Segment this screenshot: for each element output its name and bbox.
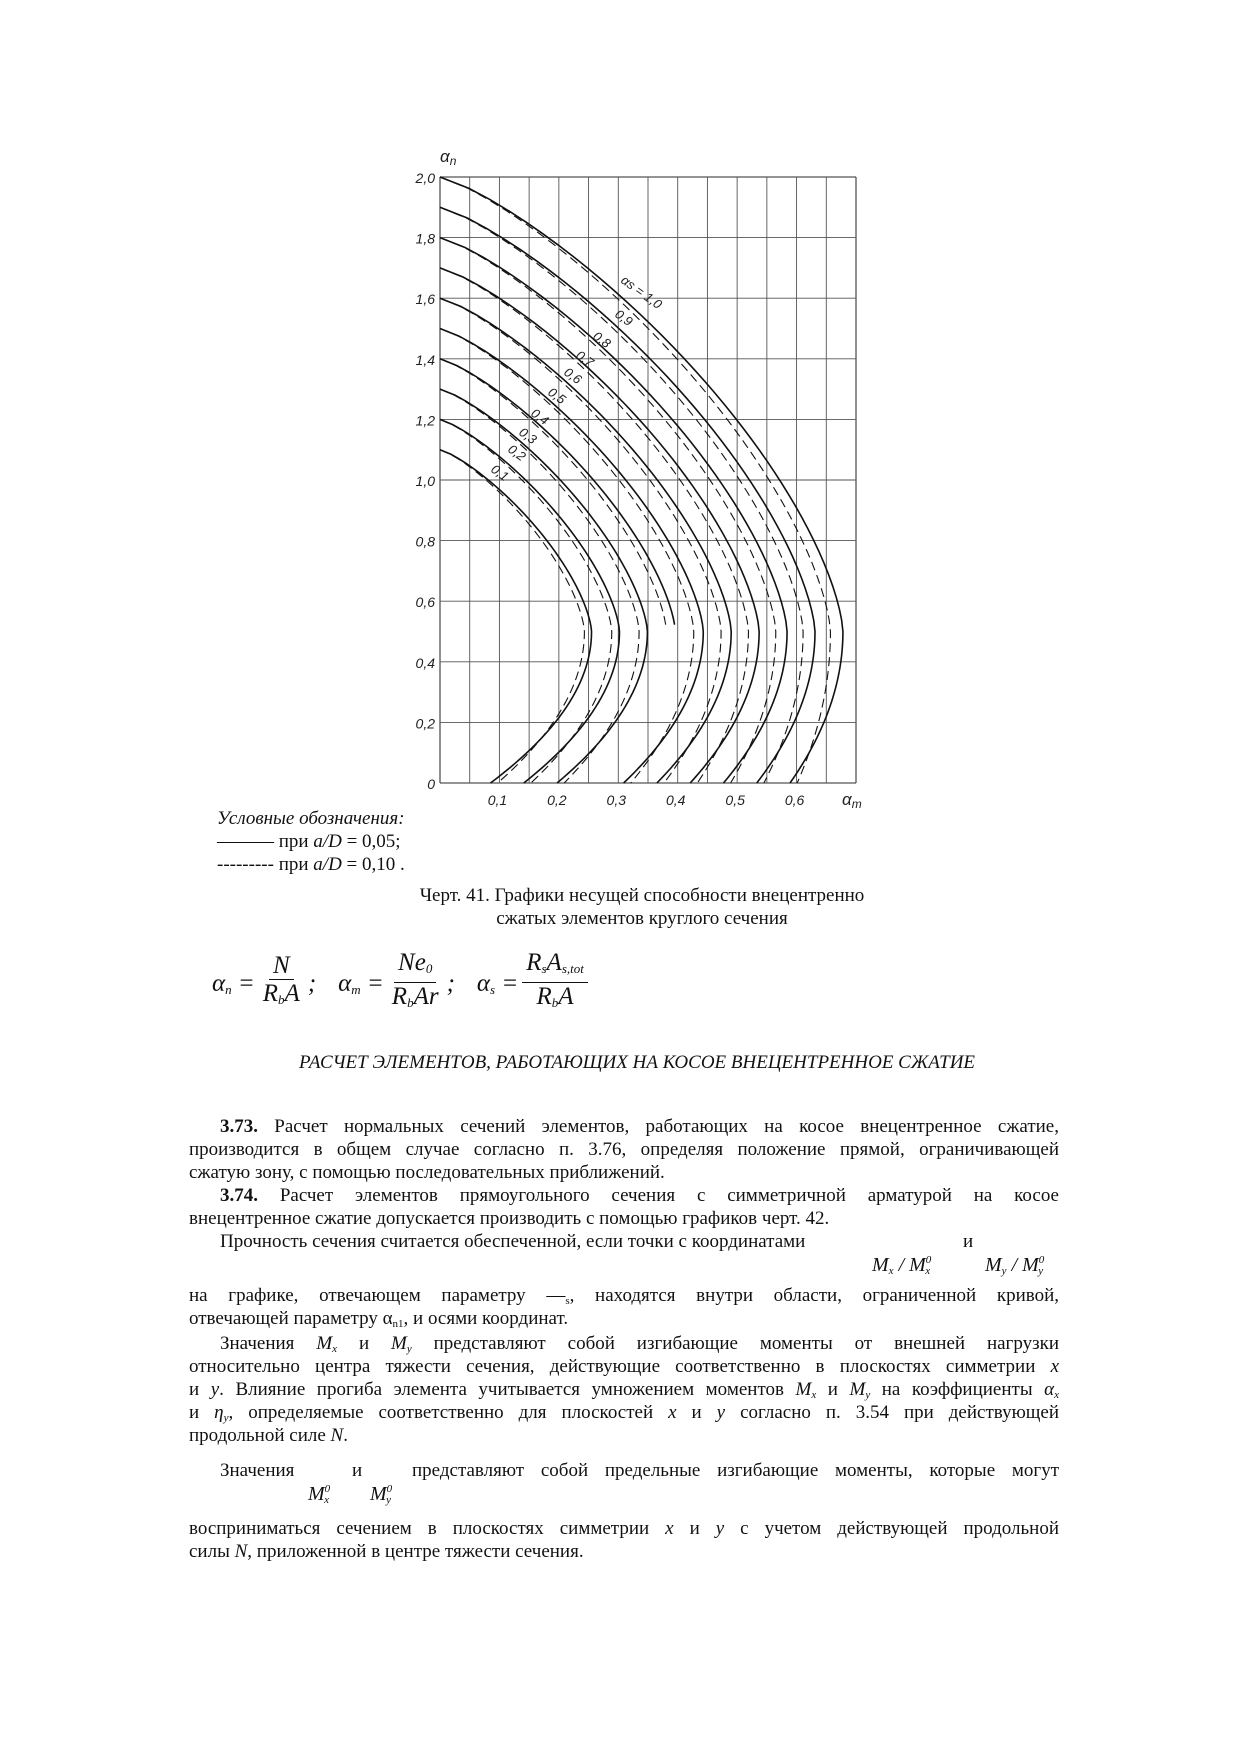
formula-2 xyxy=(477,950,592,1017)
math-subscript: y xyxy=(406,1343,412,1355)
math-symbol: M xyxy=(391,1333,407,1354)
math-subscript: b xyxy=(278,992,285,1007)
text-line xyxy=(189,1540,1059,1563)
text-run: восприниматься сечением в плоскостях симметрии xyxy=(189,1518,666,1539)
strength-and: и xyxy=(963,1231,974,1252)
curve-label: 0,1 xyxy=(488,461,512,485)
text-line xyxy=(189,1424,1059,1447)
x-tick-label: 0,2 xyxy=(547,792,567,808)
fraction xyxy=(259,953,304,1014)
math-symbol: M xyxy=(849,1379,866,1400)
math-subscript: m xyxy=(351,981,361,997)
math-subscript: s xyxy=(541,961,547,976)
figure-caption xyxy=(342,884,942,930)
math-symbol: Ar xyxy=(413,983,439,1010)
curve-label: 0,7 xyxy=(573,347,597,371)
text-run: и xyxy=(189,1379,211,1400)
text-line xyxy=(189,1207,1059,1230)
numerator xyxy=(522,950,588,983)
solid-curve xyxy=(440,389,647,783)
coord-formula-x xyxy=(872,1249,932,1277)
x-tick-label: 0,3 xyxy=(606,792,627,808)
text-run: , и осями координат. xyxy=(403,1308,569,1329)
math-subscript: y xyxy=(1001,1265,1007,1277)
math-subscript: x xyxy=(332,1343,338,1355)
math-subscript: y xyxy=(865,1389,871,1401)
solid-curve xyxy=(440,450,592,783)
text-run: представляют собой изгибающие моменты от внешней нагрузки xyxy=(411,1333,1059,1354)
math-symbol: R xyxy=(536,983,552,1010)
curve-label: 0,3 xyxy=(516,424,540,448)
legend-var: a/D xyxy=(313,831,342,852)
math-symbol: y xyxy=(716,1402,726,1423)
math-symbol: x xyxy=(668,1402,677,1423)
math-symbol: Ne xyxy=(398,949,426,976)
clause-number: 3.74. xyxy=(220,1185,258,1206)
legend-value: = 0,10 . xyxy=(341,854,405,875)
math-subscript: x xyxy=(324,1494,330,1506)
math-symbol: A xyxy=(284,980,300,1007)
math-symbol: η xyxy=(214,1402,224,1423)
math-symbol: α xyxy=(212,969,226,997)
curve-label: 0,4 xyxy=(528,405,552,429)
curve-labels xyxy=(488,272,665,484)
math-symbol: R xyxy=(262,980,279,1007)
math-symbol: N xyxy=(272,952,290,979)
math-symbol: M xyxy=(985,1254,1002,1276)
dashed-curve xyxy=(440,450,584,783)
legend-value: = 0,05; xyxy=(341,831,401,852)
math-subscript: y xyxy=(386,1494,392,1506)
y-tick-label: 1,4 xyxy=(415,351,435,368)
limit-start: Значения xyxy=(220,1460,295,1481)
y-tick-label: 1,0 xyxy=(415,473,435,489)
y-tick-label: 1,2 xyxy=(415,412,435,429)
math-subscript: y xyxy=(1038,1265,1044,1277)
limit-formula-y xyxy=(370,1478,393,1506)
paragraph-strength xyxy=(189,1284,1059,1330)
caption-line: Черт. 41. Графики несущей способности внецентренно xyxy=(419,885,865,906)
limit-rest: представляют собой предельные изгибающие моменты, которые могут xyxy=(412,1460,1059,1481)
math-symbol: y xyxy=(210,1379,220,1400)
math-symbol: M xyxy=(909,1254,926,1276)
math-subscript: n xyxy=(225,981,232,997)
formula-separator: ; xyxy=(307,969,317,997)
text-line xyxy=(189,1138,1059,1161)
superscript: 0 xyxy=(1038,1254,1045,1266)
math-symbol: M xyxy=(308,1483,325,1505)
text-run: , приложенной в центре тяжести сечения. xyxy=(247,1541,584,1562)
superscript: 0 xyxy=(324,1483,331,1495)
math-symbol: R xyxy=(391,983,408,1010)
text-run: на графике, отвечающем параметру — xyxy=(189,1285,566,1306)
paragraph-limit xyxy=(189,1517,1059,1563)
text-run: производится в общем случае согласно п. 3.76, определяя положение прямой, ограничивающей xyxy=(189,1139,1059,1160)
x-tick-label: 0,6 xyxy=(784,792,805,808)
y-tick-label: 2,0 xyxy=(415,170,435,186)
formula-lhs xyxy=(338,970,384,998)
legend-text: при xyxy=(273,854,314,875)
bearing-capacity-chart xyxy=(380,140,880,820)
math-subscript: x xyxy=(888,1265,894,1277)
legend-var: a/D xyxy=(313,854,342,875)
y-tick-label: 0,2 xyxy=(415,715,435,732)
curve-label: αs = 1,0 xyxy=(618,272,665,312)
text-run: с учетом действующей продольной xyxy=(724,1518,1059,1539)
solid-curve xyxy=(440,329,703,784)
math-subscript: b xyxy=(407,995,414,1010)
numerator xyxy=(269,953,294,980)
x-tick-label: 0,5 xyxy=(725,792,745,808)
y-tick-label: 0,4 xyxy=(415,654,435,671)
math-subscript: y xyxy=(223,1412,229,1424)
math-subscript: x xyxy=(925,1265,931,1277)
math-symbol: A xyxy=(558,983,574,1010)
math-symbol: R xyxy=(526,949,542,976)
text-run: , находятся внутри области, ограниченной кривой, xyxy=(569,1285,1059,1306)
math-symbol: α xyxy=(1044,1379,1055,1400)
legend-title: Условные обозначения: xyxy=(217,808,405,829)
paragraph-3-73 xyxy=(189,1115,1059,1184)
text-line xyxy=(189,1355,1059,1378)
y-tick-label: 0,8 xyxy=(415,533,435,550)
text-run: . xyxy=(343,1425,348,1446)
solid-curve xyxy=(440,207,815,783)
solid-line-symbol: ——— xyxy=(217,831,274,852)
limit-and: и xyxy=(352,1460,363,1481)
math-symbol: α xyxy=(338,969,352,997)
formula-lhs xyxy=(212,970,255,998)
curve-label: 0,9 xyxy=(612,306,636,330)
x-axis-label: αm xyxy=(842,790,862,811)
formula-lhs xyxy=(477,970,518,998)
numerator xyxy=(394,950,436,983)
dashed-line-symbol: --------- xyxy=(217,854,274,875)
x-tick-label: 0,4 xyxy=(665,792,686,808)
text-run: сжатую зону, с помощью последовательных приближений. xyxy=(189,1162,665,1183)
math-symbol: N xyxy=(330,1425,344,1446)
formula-1 xyxy=(338,950,455,1017)
math-symbol: x xyxy=(1050,1356,1059,1377)
math-symbol: A xyxy=(546,949,562,976)
subscript: n1 xyxy=(392,1318,404,1330)
text-run: / xyxy=(1006,1254,1023,1276)
text-run: Значения xyxy=(220,1333,317,1354)
legend-item-solid xyxy=(217,830,405,853)
text-run: на коэффициенты xyxy=(870,1379,1045,1400)
dashed-curve xyxy=(440,207,803,783)
fraction xyxy=(388,950,443,1017)
math-symbol: M xyxy=(1022,1254,1039,1276)
paragraph-moments xyxy=(189,1332,1059,1447)
math-symbol: α xyxy=(476,969,491,997)
denominator xyxy=(388,983,443,1017)
text-run: внецентренное сжатие допускается производить с помощью графиков черт. 42. xyxy=(189,1208,830,1229)
math-symbol: N xyxy=(234,1541,248,1562)
math-symbol: M xyxy=(872,1254,889,1276)
x-tick-label: 0,1 xyxy=(487,792,508,808)
text-line xyxy=(189,1161,1059,1184)
text-run: силы xyxy=(189,1541,235,1562)
text-run: согласно п. 3.54 при действующей xyxy=(725,1402,1059,1423)
y-tick-label: 1,6 xyxy=(415,291,435,308)
strength-line: Прочность сечения считается обеспеченной, если точки с координатами xyxy=(220,1231,806,1252)
denominator xyxy=(533,983,578,1017)
limit-formula-x xyxy=(308,1478,331,1506)
section-heading: РАСЧЕТ ЭЛЕМЕНТОВ, РАБОТАЮЩИХ НА КОСОЕ ВНЕЦЕНТРЕННОЕ СЖАТИЕ xyxy=(298,1052,976,1073)
text-line xyxy=(189,1307,1059,1330)
subscript: 0 xyxy=(425,961,433,976)
formula-0 xyxy=(212,950,316,1017)
math-symbol: M xyxy=(795,1379,812,1400)
coord-formula-y xyxy=(985,1249,1045,1277)
curve-label: 0,8 xyxy=(590,328,614,352)
y-tick-label: 0 xyxy=(427,776,435,792)
text-run: Расчет элементов прямоугольного сечения с симметричной арматурой на косое xyxy=(258,1185,1059,1206)
text-run: = xyxy=(231,969,255,997)
y-tick-label: 1,8 xyxy=(415,230,435,247)
curve-label: 0,5 xyxy=(545,384,569,408)
text-run: = xyxy=(360,969,384,997)
formula-row xyxy=(212,950,614,1017)
math-symbol: y xyxy=(715,1518,725,1539)
text-line xyxy=(189,1401,1059,1424)
text-run: относительно центра тяжести сечения, действующие соответственно в плоскостях симметрии xyxy=(189,1356,1051,1377)
subscript: s xyxy=(565,1295,570,1307)
text-line xyxy=(189,1332,1059,1355)
curve-label: 0,6 xyxy=(561,364,585,388)
math-symbol: x xyxy=(665,1518,674,1539)
text-run: Расчет нормальных сечений элементов, работающих на косое внецентренное сжатие, xyxy=(258,1116,1059,1137)
curve-label: 0,2 xyxy=(505,441,529,465)
text-run: и xyxy=(673,1518,716,1539)
text-run: и xyxy=(189,1402,215,1423)
text-run: . Влияние прогиба элемента учитывается умножением моментов xyxy=(219,1379,796,1400)
text-run: и xyxy=(676,1402,717,1423)
text-run: отвечающей параметру α xyxy=(189,1308,393,1329)
text-line xyxy=(189,1115,1059,1138)
math-symbol: M xyxy=(370,1483,387,1505)
text-run: / xyxy=(893,1254,910,1276)
text-run: = xyxy=(495,969,519,997)
text-run: и xyxy=(337,1333,392,1354)
text-line xyxy=(189,1517,1059,1540)
text-run: и xyxy=(816,1379,850,1400)
paragraph-3-74 xyxy=(189,1184,1059,1230)
math-subscript: x xyxy=(811,1389,817,1401)
text-run: , определяемые соответственно для плоскостей xyxy=(228,1402,669,1423)
math-symbol: M xyxy=(316,1333,333,1354)
legend xyxy=(217,807,405,876)
legend-text: при xyxy=(274,831,314,852)
text-line xyxy=(189,1378,1059,1401)
math-subscript: s,tot xyxy=(561,961,584,976)
y-axis-label: αn xyxy=(440,147,457,168)
fraction xyxy=(522,950,588,1017)
text-line xyxy=(189,1284,1059,1307)
legend-item-dashed xyxy=(217,853,405,876)
math-subscript: x xyxy=(1054,1389,1059,1401)
denominator xyxy=(259,980,304,1014)
y-tick-label: 0,6 xyxy=(415,594,435,611)
solid-curve xyxy=(440,238,787,783)
formula-separator: ; xyxy=(446,969,455,997)
math-subscript: s xyxy=(490,981,496,997)
math-subscript: b xyxy=(551,995,559,1010)
caption-line: сжатых элементов круглого сечения xyxy=(496,908,788,929)
text-run: продольной силе xyxy=(189,1425,331,1446)
chart-ticks xyxy=(415,170,805,808)
superscript: 0 xyxy=(925,1254,932,1266)
text-line xyxy=(189,1184,1059,1207)
clause-number: 3.73. xyxy=(220,1116,258,1137)
superscript: 0 xyxy=(386,1483,393,1495)
